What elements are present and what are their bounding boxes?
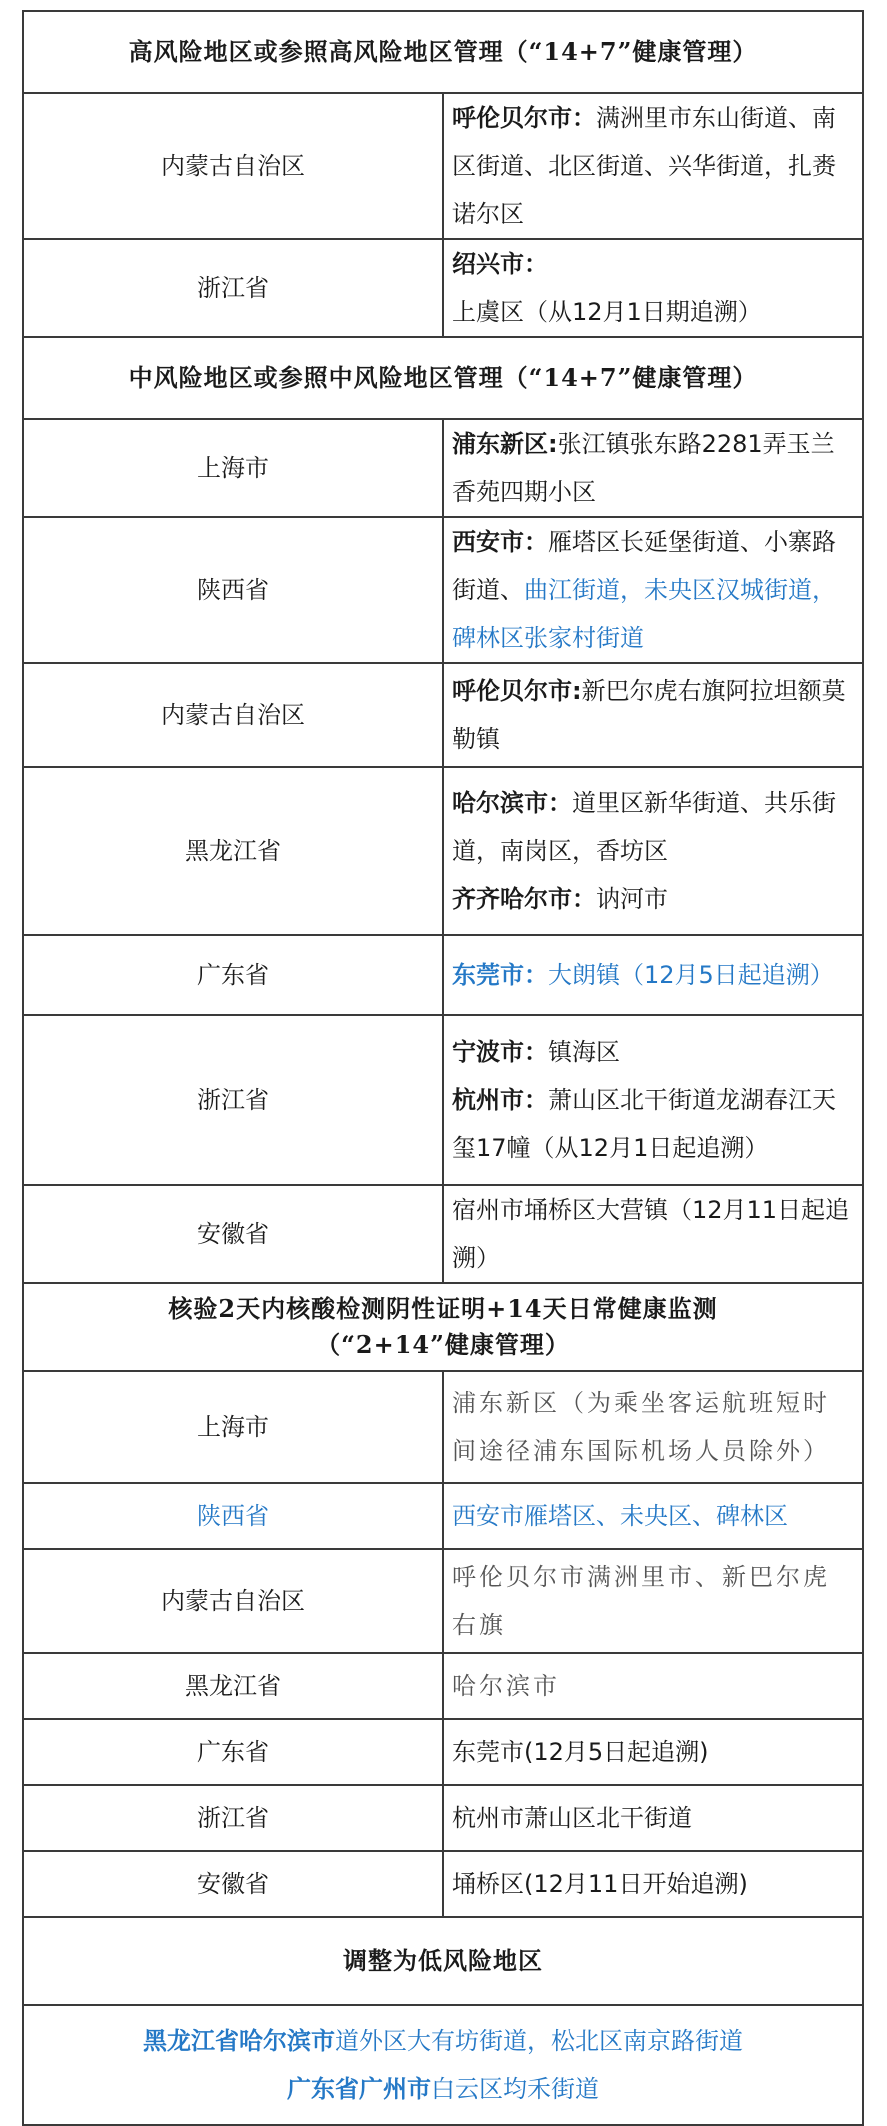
detail-cell: 宿州市埇桥区大营镇（12月11日起追溯） — [443, 1185, 863, 1283]
detail-text: 讷河市 — [596, 885, 668, 913]
detail-cell: 浦东新区（为乘坐客运航班短时间途径浦东国际机场人员除外） — [443, 1371, 863, 1483]
detail-cell: 杭州市萧山区北干街道 — [443, 1785, 863, 1851]
low-risk-list — [23, 2005, 863, 2125]
table-row — [23, 2005, 863, 2125]
province-cell: 安徽省 — [23, 1185, 443, 1283]
detail-cell — [443, 767, 863, 935]
table-row — [23, 1371, 863, 1483]
table-row — [23, 1719, 863, 1785]
section-title-low: 调整为低风险地区 — [23, 1917, 863, 2005]
detail-text: 满洲里市东山街道、南区街道、北区街道、兴华街道，扎赉诺尔区 — [452, 104, 836, 228]
section-title-line: 核验2天内核酸检测阴性证明+14天日常健康监测 — [168, 1294, 718, 1323]
table-row — [23, 663, 863, 767]
province-cell: 陕西省 — [23, 517, 443, 663]
city-label: 哈尔滨市： — [452, 789, 572, 817]
detail-text: 道外区大有坊街道，松北区南京路街道 — [335, 2027, 743, 2055]
table-row — [23, 1483, 863, 1549]
detail-cell — [443, 239, 863, 337]
detail-cell — [443, 663, 863, 767]
detail-text: 大朗镇（12月5日起追溯） — [548, 961, 834, 989]
city-label: 西安市： — [452, 528, 548, 556]
table-row — [23, 1785, 863, 1851]
city-label: 齐齐哈尔市： — [452, 885, 596, 913]
detail-line — [452, 875, 854, 923]
table-row — [23, 93, 863, 239]
table-row — [23, 1851, 863, 1917]
detail-text: 白云区均禾街道 — [431, 2075, 599, 2103]
city-label: 杭州市： — [452, 1086, 548, 1114]
risk-area-table — [22, 10, 864, 2126]
city-label: 绍兴市： — [452, 250, 548, 278]
city-label: 宁波市： — [452, 1038, 548, 1066]
detail-cell — [443, 419, 863, 517]
province-cell: 黑龙江省 — [23, 767, 443, 935]
province-cell: 浙江省 — [23, 239, 443, 337]
province-cell: 内蒙古自治区 — [23, 1549, 443, 1653]
table-row — [23, 1015, 863, 1185]
section-header-high — [23, 11, 863, 93]
low-risk-line — [32, 2065, 854, 2113]
province-cell: 黑龙江省 — [23, 1653, 443, 1719]
region-label: 黑龙江省哈尔滨市 — [143, 2027, 335, 2055]
section-header-low — [23, 1917, 863, 2005]
detail-cell: 哈尔滨市 — [443, 1653, 863, 1719]
section-title-line: （“2+14”健康管理） — [316, 1330, 570, 1359]
detail-text: 新巴尔虎右旗阿拉坦额莫勒镇 — [452, 677, 846, 753]
section-title-medium: 中风险地区或参照中风险地区管理（“14+7”健康管理） — [23, 337, 863, 419]
detail-text: 萧山区北干街道龙湖春江天玺17幢（从12月1日起追溯） — [452, 1086, 836, 1162]
section-title-check — [23, 1283, 863, 1371]
province-cell: 上海市 — [23, 1371, 443, 1483]
province-cell: 广东省 — [23, 935, 443, 1015]
detail-cell: 东莞市(12月5日起追溯) — [443, 1719, 863, 1785]
detail-cell: 呼伦贝尔市满洲里市、新巴尔虎右旗 — [443, 1549, 863, 1653]
section-title-high: 高风险地区或参照高风险地区管理（“14+7”健康管理） — [23, 11, 863, 93]
province-cell: 上海市 — [23, 419, 443, 517]
table-row — [23, 1185, 863, 1283]
table-row — [23, 767, 863, 935]
table-row — [23, 1549, 863, 1653]
province-cell: 内蒙古自治区 — [23, 663, 443, 767]
city-label: 浦东新区: — [452, 430, 558, 458]
detail-text: 上虞区（从12月1日期追溯） — [452, 298, 762, 326]
detail-cell — [443, 1015, 863, 1185]
section-header-medium — [23, 337, 863, 419]
province-cell: 陕西省 — [23, 1483, 443, 1549]
detail-text: 道里区新华街道、共乐街道，南岗区，香坊区 — [452, 789, 836, 865]
table-row — [23, 935, 863, 1015]
table-row — [23, 239, 863, 337]
city-label: 呼伦贝尔市： — [452, 104, 596, 132]
province-cell: 内蒙古自治区 — [23, 93, 443, 239]
province-cell: 广东省 — [23, 1719, 443, 1785]
detail-line — [452, 779, 854, 875]
province-cell: 安徽省 — [23, 1851, 443, 1917]
detail-cell — [443, 935, 863, 1015]
detail-cell — [443, 517, 863, 663]
province-cell: 浙江省 — [23, 1785, 443, 1851]
detail-line — [452, 1076, 854, 1172]
detail-cell: 西安市雁塔区、未央区、碑林区 — [443, 1483, 863, 1549]
detail-cell — [443, 93, 863, 239]
province-cell: 浙江省 — [23, 1015, 443, 1185]
detail-text: 雁塔区长延堡街道、小寨路街道、 — [452, 528, 836, 604]
city-label: 呼伦贝尔市: — [452, 677, 582, 705]
city-label: 东莞市： — [452, 961, 548, 989]
detail-cell: 埇桥区(12月11日开始追溯) — [443, 1851, 863, 1917]
detail-text-highlight: 曲江街道，未央区汉城街道，碑林区张家村街道 — [452, 576, 836, 652]
detail-line — [452, 1028, 854, 1076]
table-row — [23, 1653, 863, 1719]
detail-text: 镇海区 — [548, 1038, 620, 1066]
table-row — [23, 517, 863, 663]
section-header-check — [23, 1283, 863, 1371]
low-risk-line — [32, 2017, 854, 2065]
detail-text: 张江镇张东路2281弄玉兰香苑四期小区 — [452, 430, 835, 506]
region-label: 广东省广州市 — [287, 2075, 431, 2103]
table-row — [23, 419, 863, 517]
